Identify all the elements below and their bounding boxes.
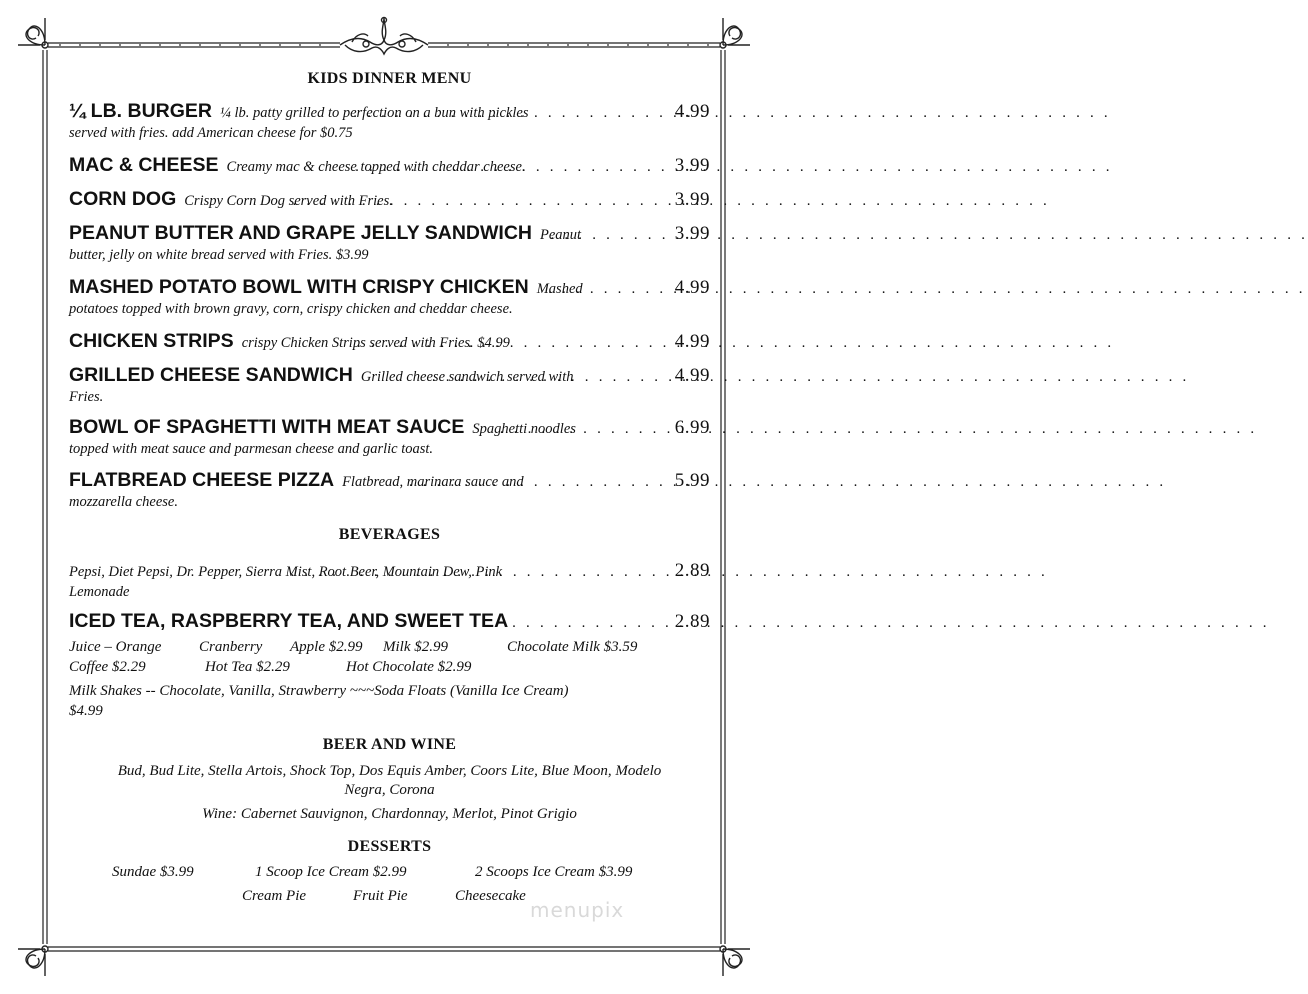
soda-price: 2.89 xyxy=(674,560,710,581)
item-price: 4.99 xyxy=(674,277,710,298)
item-name: MAC & CHEESE xyxy=(69,154,219,176)
top-center-ornament xyxy=(340,18,428,55)
item-name: FLATBREAD CHEESE PIZZA xyxy=(69,469,335,491)
menu-item-spaghetti xyxy=(69,416,710,459)
dessert-fruit-pie: Fruit Pie xyxy=(353,888,408,904)
coffee: Coffee $2.29 xyxy=(69,659,146,675)
item-price: 4.99 xyxy=(674,101,710,122)
item-desc-continued: served with fries. add American cheese for $0.75 xyxy=(69,125,353,141)
dot-leader xyxy=(409,474,671,491)
beverage-teas xyxy=(69,610,710,633)
milk: Milk $2.99 xyxy=(383,639,448,655)
tea-name: ICED TEA, RASPBERRY TEA, AND SWEET TEA xyxy=(69,610,509,632)
item-name: MASHED POTATO BOWL WITH CRISPY CHICKEN xyxy=(69,276,529,298)
corner-flourish-top-right xyxy=(720,18,750,48)
item-desc: Grilled cheese sandwich served with xyxy=(360,369,574,385)
menu-item-corn-dog xyxy=(69,188,710,211)
item-price: 6.99 xyxy=(674,417,710,438)
corner-flourish-bottom-left xyxy=(18,946,48,976)
dot-leader xyxy=(551,227,671,244)
soda-list-continued: Lemonade xyxy=(69,584,130,600)
item-desc: Creamy mac & cheese topped with cheddar cheese. xyxy=(226,159,526,175)
menupix-watermark: menupix xyxy=(530,898,625,922)
menu-item-chicken-strips xyxy=(69,330,710,353)
juice-cranberry: Cranberry xyxy=(199,639,263,655)
tea-price: 2.89 xyxy=(674,611,710,632)
dessert-two-scoops: 2 Scoops Ice Cream $3.99 xyxy=(475,864,633,880)
menu-item-pbj-sandwich xyxy=(69,222,710,265)
dessert-cream-pie: Cream Pie xyxy=(242,888,307,904)
dessert-one-scoop: 1 Scoop Ice Cream $2.99 xyxy=(255,864,407,880)
desserts-title: DESSERTS xyxy=(347,838,432,855)
item-desc-continued: mozzarella cheese. xyxy=(69,494,178,510)
beer-and-wine-title: BEER AND WINE xyxy=(322,736,457,753)
dot-leader xyxy=(292,193,670,210)
item-desc: Flatbread, marinara sauce and xyxy=(342,474,524,490)
dessert-sundae: Sundae $3.99 xyxy=(112,864,194,880)
beverage-sodas xyxy=(69,560,710,602)
item-desc: ¼ lb. patty grilled to perfection on a bun with pickles xyxy=(220,105,529,121)
milk-shakes: Milk Shakes -- Chocolate, Vanilla, Strawberry ~~~Soda Floats (Vanilla Ice Cream) xyxy=(69,683,569,699)
wine-list: Wine: Cabernet Sauvignon, Chardonnay, Merlot, Pinot Grigio xyxy=(202,806,577,822)
menu-item-grilled-cheese xyxy=(69,364,710,407)
item-desc-continued: topped with meat sauce and parmesan cheese and garlic toast. xyxy=(69,441,434,457)
juice-orange: Juice – Orange xyxy=(69,639,162,655)
item-desc: Peanut xyxy=(539,227,582,243)
beer-list-line-1: Bud, Bud Lite, Stella Artois, Shock Top, Dos Equis Amber, Coors Lite, Blue Moon, Modelo xyxy=(117,763,662,779)
dot-leader xyxy=(500,421,671,438)
item-price: 4.99 xyxy=(674,365,710,386)
menu-item-flatbread-pizza xyxy=(69,469,710,512)
dot-leader xyxy=(432,369,671,386)
item-price: 3.99 xyxy=(674,189,710,210)
dot-leader xyxy=(355,159,671,176)
item-name: CHICKEN STRIPS xyxy=(69,330,234,352)
dot-leader xyxy=(512,615,671,632)
border-beads-top xyxy=(59,44,709,46)
item-desc: Crispy Corn Dog served with Fries. xyxy=(184,193,393,209)
dot-leader xyxy=(353,105,670,122)
item-desc: crispy Chicken Strips served with Fries. $4.99 xyxy=(241,335,510,351)
milk-shakes-price: $4.99 xyxy=(69,703,103,719)
item-desc-continued: Fries. xyxy=(69,389,104,405)
beverages-title: BEVERAGES xyxy=(338,526,441,543)
item-name: CORN DOG xyxy=(69,188,177,210)
dot-leader xyxy=(290,564,670,581)
item-desc: Mashed xyxy=(536,281,583,297)
kids-dinner-menu-title: KIDS DINNER MENU xyxy=(307,70,472,87)
dot-leader xyxy=(548,281,671,298)
item-name: BOWL OF SPAGHETTI WITH MEAT SAUCE xyxy=(69,416,465,438)
juice-apple: Apple $2.99 xyxy=(290,639,363,655)
beer-list-line-2: Negra, Corona xyxy=(344,782,435,798)
item-name: PEANUT BUTTER AND GRAPE JELLY SANDWICH xyxy=(69,222,532,244)
item-price: 3.99 xyxy=(674,223,710,244)
item-price: 5.99 xyxy=(674,470,710,491)
menu-item-burger xyxy=(69,100,710,143)
menu-item-mashed-potato-bowl xyxy=(69,276,710,319)
corner-flourish-top-left xyxy=(18,18,48,48)
corner-flourish-bottom-right xyxy=(720,946,750,976)
item-price: 3.99 xyxy=(674,155,710,176)
item-desc: Spaghetti noodles xyxy=(472,421,576,437)
hot-chocolate: Hot Chocolate $2.99 xyxy=(346,659,472,675)
item-desc-continued: butter, jelly on white bread served with Fries. $3.99 xyxy=(69,247,369,263)
dot-leader xyxy=(357,335,671,352)
beer-list xyxy=(69,762,710,800)
dessert-cheesecake: Cheesecake xyxy=(455,888,526,904)
menu-item-mac-cheese xyxy=(69,154,710,177)
item-price: 4.99 xyxy=(674,331,710,352)
item-name: GRILLED CHEESE SANDWICH xyxy=(69,364,353,386)
soda-list: Pepsi, Diet Pepsi, Dr. Pepper, Sierra Mist, Root Beer, Mountain Dew, Pink xyxy=(69,564,503,580)
item-desc-continued: potatoes topped with brown gravy, corn, crispy chicken and cheddar cheese. xyxy=(69,301,513,317)
chocolate-milk: Chocolate Milk $3.59 xyxy=(507,639,638,655)
hot-tea: Hot Tea $2.29 xyxy=(205,659,290,675)
item-name: ¼ LB. BURGER xyxy=(69,100,213,122)
